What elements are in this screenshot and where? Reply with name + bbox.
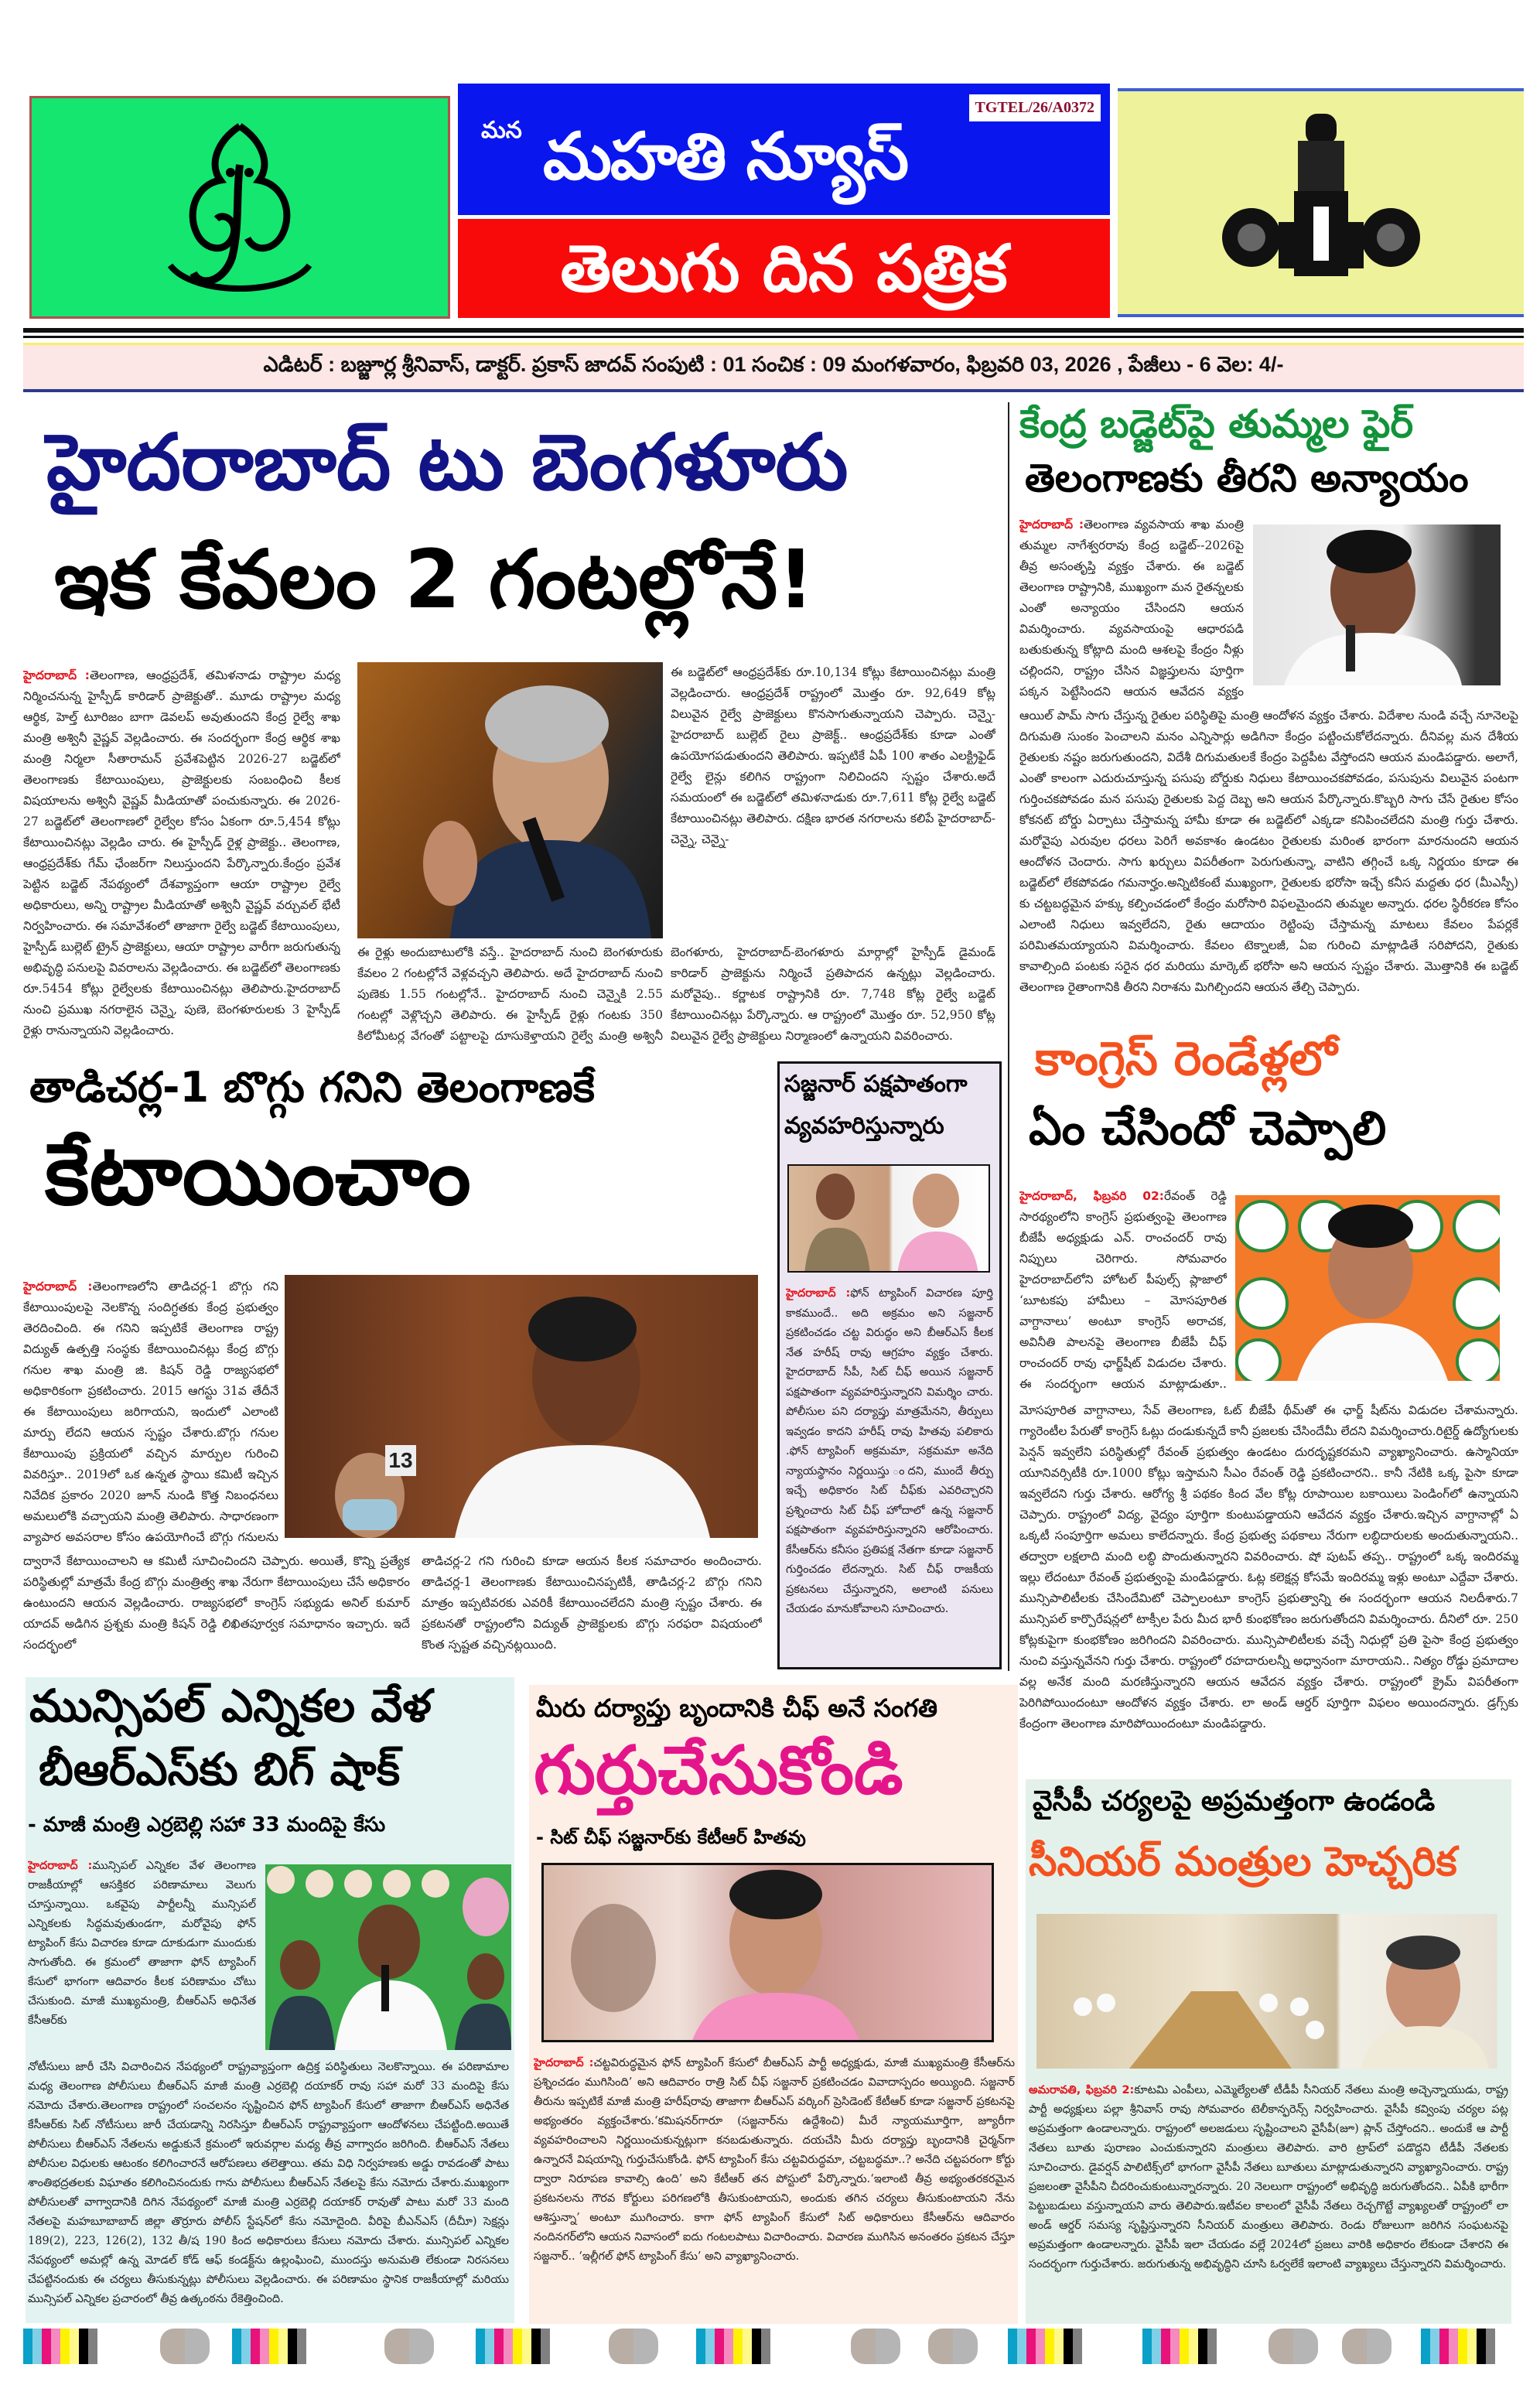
budget-headline-2: తెలంగాణకు తీరని అన్యాయం — [1025, 456, 1469, 501]
grey-registration-patch — [1342, 2329, 1391, 2364]
grey-registration-patch — [609, 2329, 658, 2364]
cmyk-color-bar — [696, 2329, 770, 2364]
tummala-photo — [1253, 524, 1501, 685]
ganesha-emblem-panel — [29, 96, 450, 319]
dateline: హైదరాబాద్ : — [786, 1287, 851, 1300]
dateline: హైదరాబాద్, ఫిబ్రవరి 02: — [1019, 1189, 1164, 1203]
budget-body-full: ఆయిల్ పామ్ సాగు చేస్తున్న రైతుల పరిస్థితిపై మంత్రి ఆందోళన వ్యక్తం చేశారు. విదేశాల నుండి వచ్చే నూనెలపై దిగుమతి సుంకం పెంచాలని మనం ఎన్నిసార్లు అడిగినా కేంద్రం పట్టించుకోలేదన్నారు. దీనివల్ల మన దేశీయ రైతులకు నష్టం జరుగుతుందని, విదేశీ దిగుమతులకే కేంద్రం పెద్దపీట వేస్తోందని ఆయన మండిపడ్డారు. అలాగే, ఎంతో కాలంగా ఎదురుచూస్తున్న పసుపు బోర్డుకు నిధులు కేటాయించకపోవడం, పసుపును విలువైన పంటగా గుర్తించకపోవడం మన పసుపు రైతులకు పెద్ద దెబ్బ అని ఆయన పేర్కొన్నారు.కొబ్బరి సాగు చేసే రైతుల కోసం కోకనట్ బోర్డు ఏర్పాటు చేస్తామన్న హామీ కూడా ఈ బడ్జెట్‌లో ఎక్కడా కనిపించలేదని మంత్రి గుర్తు చేశారు. మరోవైపు ఎరువుల ధరలు పెరిగే అవకాశం ఉండటం రైతులకు మరింత భారంగా మారనుందని ఆయన ఆందోళన చెందారు. సాగు ఖర్చులు విపరీతంగా పెరుగుతున్నా, వాటిని తగ్గించే ఒక్క నిర్ణయం కూడా ఈ బడ్జెట్‌లో లేకపోవడం గమనార్హం.అన్నిటికంటే ముఖ్యంగా, రైతులకు భరోసా ఇచ్చే కనీస మద్దతు ధర (మీఎస్పీ) కు చట్టబద్ధమైన హక్కు కల్పించడంలో కేంద్రం మరోసారి విఫలమైందని తుమ్మల అన్నారు. ధరల స్థిరీకరణ కోసం ఎలాంటి నిధులు ఇవ్వలేదని, రైతు ఆదాయం రెట్టింపు చేస్తామన్న మాటలు కేవలం పేపర్లకే పరిమితమయ్యాయని విమర్శించారు. కేవలం టెక్నాలజీ, ఏఐ గురించి మాట్లాడితే సరిపోదని, రైతుకు కావాల్సింది పంటకు సరైన ధర మరియు మార్కెట్ భరోసా అని ఆయన స్పష్టం చేశారు. మొత్తానికి ఈ బడ్జెట్ తెలంగాణ రైతాంగానికి తీరని నిరాశను మిగిల్చిందని ఆయన తేల్చి చెప్పారు. — [1019, 709, 1518, 994]
masthead-red-band — [458, 219, 1110, 318]
dateline: హైదరాబాద్ : — [1019, 518, 1084, 531]
municipal-headline-1: మున్సిపల్ ఎన్నికల వేళ — [29, 1679, 432, 1732]
ktr-kicker: మీరు దర్యాప్తు బృందానికి చీఫ్ అనే సంగతి — [536, 1693, 938, 1723]
ktr-body — [534, 2054, 1015, 2321]
budget-headline-1: కేంద్ర బడ్జెట్‌పై తుమ్మల ఫైర్ — [1019, 401, 1414, 446]
rail-body-col4: బెంగళూరు, హైదరాబాద్-బెంగళూరు మార్గాల్లో హైస్పీడ్ డైమండ్ కారిడార్ ప్రాజెక్టును నిర్మించే ప్రతిపాదన ఉన్నట్లు వెల్లడించారు. మరోవైపు.. కర్ణాటక రాష్ట్రానికి రూ. 7,748 కోట్ల రైల్వే బడ్జెట్ కేటాయించినట్లు పేర్కొన్నారు. ఆ రాష్ట్రంలో మొత్తం రూ. 52,950 కోట్ల విలువైన రైల్వే ప్రాజెక్టులు నిర్మాణంలో ఉన్నాయని వివరించారు. — [671, 945, 995, 1043]
grey-registration-patch — [1269, 2329, 1318, 2364]
grey-registration-patch — [928, 2329, 978, 2364]
ramchander-rao-photo — [1235, 1195, 1500, 1381]
edition-info-text: ఎడిటర్ : బజ్జూర్ల శ్రీనివాస్, డాక్టర్. ప్రకాస్ జాదవ్ సంపుటి : 01 సంచిక : 09 మంగళవారం, ఫిబ్రవరి 03, 2026 , పేజీలు - 6 వెల: 4/- — [263, 352, 1284, 376]
congress-headline-2: ఏం చేసిందో చెప్పాలి — [1029, 1102, 1387, 1156]
masthead-rule-thin — [23, 336, 1524, 338]
article-text: తెలంగాణలోని తాడిచర్ల-1 బొగ్గు గని కేటాయింపులపై నెలకొన్న సందిగ్ధతకు కేంద్ర ప్రభుత్వం తెరదించింది. ఈ గనిని ఇప్పటికే తెలంగాణ రాష్ట్ర విద్యుత్ ఉత్పత్తి సంస్థకు కేటాయించినట్లు కేంద్ర బొగ్గు గనుల శాఖ మంత్రి జి. కిషన్ రెడ్డి రాజ్యసభలో అధికారికంగా ప్రకటించారు. 2015 ఆగస్టు 31వ తేదీనే ఈ కేటాయింపులు జరిగాయని, ఇందులో ఎలాంటి మార్పు లేదని ఆయన స్పష్టం చేశారు.బొగ్గు గనుల కేటాయింపు ప్రక్రియలో వచ్చిన మార్పుల గురించి వివరిస్తూ.. 2019లో ఒక ఉన్నత స్థాయి కమిటీ ఇచ్చిన నివేదిక ప్రకారం 2020 జూన్ నుండి కొత్త నిబంధనలు అమలులోకి వచ్చాయని మంత్రి తెలిపారు. సాధారణంగా వ్యాపార అవసరాల కోసం ఉపయోగించే బొగ్గు గనులను — [23, 1280, 278, 1544]
municipal-body-full: నోటీసులు జారీ చేసి విచారించిన నేపథ్యంలో రాష్ట్రవ్యాప్తంగా ఉద్రిక్త పరిస్థితులు నెలకొన్నాయి. ఈ పరిణామాల మధ్య తెలంగాణ పోలీసులు బీఆర్ఎస్ మాజీ మంత్రి ఎర్రబెల్లి దయాకర్ రావు సహా మరో 33 మందిపై కేసు నమోదు చేశారు.తెలంగాణ రాష్ట్రంలో సంచలనం సృష్టించిన ఫోన్ ట్యాపింగ్ కేసులో తాజాగా బీఆర్ఎస్ అధినేత కేసీఆర్‌కు సిట్ నోటీసులు జారీ చేయడాన్ని నిరసిస్తూ బీఆర్ఎస్ రాష్ట్రవ్యాప్తంగా ఆందోళనలు చేపట్టింది.అయితే పోలీసులు బీఆర్ఎస్ నేతలను అడ్డుకునే క్రమంలో ఇరువర్గాల మధ్య తీవ్ర వాగ్వాదం జరిగింది. బీఆర్ఎస్ నేతలు పోలీసుల విధులకు ఆటంకం కలిగించారనే ఆరోపణలు తలెత్తాయి. తమ విధి నిర్వహణకు అడ్డు రావడంతో పాటు శాంతిభద్రతలకు విఘాతం కలిగించినందుకు గాను పోలీసులు బీఆర్ఎస్ నేతలపై కేసు నమోదు చేశారు.ముఖ్యంగా పోలీసులతో వాగ్వాదానికి దిగిన నేపథ్యంలో మాజీ మంత్రి ఎర్రబెల్లి దయాకర్ రావుతో పాటు మరో 33 మంది నేతలపై మహబూబాబాద్ జిల్లా తొర్రూరు పోలీస్ స్టేషన్‌లో కేసు నమోదైంది. వీరిపై బీఎన్ఎస్ (దీచీూ) సెక్షన్లు 189(2), 223, 126(2), 132 తీ/ష 190 కింద అధికారులు కేసులు నమోదు చేశారు. మున్సిపల్ ఎన్నికల నేపథ్యంలో అమల్లో ఉన్న మోడల్ కోడ్ ఆఫ్ కండక్ట్‌ను ఉల్లంఘించి, ముందస్తు అనుమతి లేకుండా నిరసనలు చేపట్టినందుకు ఈ చర్యలు తీసుకున్నట్లు పోలీసులు వెల్లడించారు. ఈ పరిణామం స్థానిక రాజకీయాల్లో మరియు మున్సిపల్ ఎన్నికల ప్రచారంలో తీవ్ర ఉత్కంఠను రేకెత్తించింది. — [28, 2061, 509, 2305]
registration-number: TGTEL/26/A0372 — [969, 94, 1101, 121]
ktr-photo — [541, 1863, 994, 2042]
article-text: చట్టవిరుద్ధమైన ఫోన్ ట్యాపింగ్ కేసులో బీఆర్ఎస్ పార్టీ అధ్యక్షుడు, మాజీ ముఖ్యమంత్రి కేసీఆర్‌ను ప్రశ్నించడం ముగిసింది’ అని ఆదివారం రాత్రి సిట్ చీఫ్ సజ్జనార్ ప్రకటించడం వివాదాస్పదం అయ్యింది. సజ్జనార్ తీరును ఇప్పటికే మాజీ మంత్రి హరీష్‌రావు తాజాగా బీఆర్ఎస్ వర్కింగ్ ప్రెసిడెంట్ కేటీఆర్ కూడా సజ్జనార్ ప్రకటనపై అభ్యంతరం వ్యక్తంచేశారు.‘కమిషనర్‌గారూ (సజ్జనార్‌ను ఉద్దేశించి) మీరే న్యాయమూర్తిగా, జ్యూరీగా వ్యవహరించాలని నిర్ణయించుకున్నట్లుగా కనబడుతున్నారు. దయచేసి మీరు దర్యాప్తు బృందానికి చైర్మన్‌గా ఉన్నారనే విషయాన్ని గుర్తుచేసుకోండి. ఫోన్ ట్యాపింగ్ కేసు చట్టవిరుద్ధమా, చట్టబద్ధమా..? అనేది చట్టపరంగా కోర్టు ద్వారా నిరూపణ కావాల్సి ఉంది’ అని కేటీఆర్ తన పోస్టులో పేర్కొన్నారు.‘ఇలాంటి తీవ్ర అభ్యంతరకరమైన ప్రకటనలను గౌరవ కోర్టులు పరిగణలోకి తీసుకుంటాయని, అందుకు తగిన చర్యలు తీసుకుంటాయని నేను ఆశిస్తున్నా’ అంటూ ముగించారు. కాగా ఫోన్ ట్యాపింగ్ కేసులో సిట్ అధికారులు కేసీఆర్‌ను ఆదివారం నందినగర్‌లోని ఆయన నివాసంలో ఐదు గంటలపాటు విచారించారు. విచారణ ముగిసిన అనంతరం ప్రకటన చేస్తూ సజ్జనార్.. ‘ఇల్లీగల్ ఫోన్ ట్యాపింగ్ కేసు’ అని వ్యాఖ్యానించారు. — [534, 2057, 1015, 2263]
rail-body-col2: ఈ రైళ్లు అందుబాటులోకి వస్తే.. హైదరాబాద్ నుంచి బెంగళూరుకు కేవలం 2 గంటల్లోనే వెళ్లవచ్చని తెలిపారు. అదే హైదరాబాద్ నుంచి పుణెకు 1.55 గంటల్లోనే.. హైదరాబాద్ నుంచి చెన్నైకి 2.55 గంటల్లో వెళ్లొచ్చని తెలిపారు. ఈ హైస్పీడ్ రైళ్లు గంటకు 350 కిలోమీటర్ల వేగంతో పట్టాలపై దూసుకెళ్తాయని రైల్వే మంత్రి అశ్వినీ — [357, 945, 663, 1043]
column-divider — [1008, 402, 1009, 1671]
article-text: రేవంత్ రెడ్డి సారథ్యంలోని కాంగ్రెస్ ప్రభుత్వంపై తెలంగాణ బీజేపీ అధ్యక్షుడు ఎన్. రాంచందర్ రావు నిప్పులు చెరిగారు. సోమవారం హైదరాబాద్‌లోని హోటల్ పీపుల్స్ ప్లాజాలో ‘బూటకపు హామీలు – మోసపూరిత వాగ్దానాలు’ అంటూ కాంగ్రెస్ అరాచక, అవినీతి పాలనపై తెలంగాణ బీజేపీ చీఫ్ రాంచందర్ రావు ఛార్జ్‌షీట్ విడుదల చేశారు. ఈ సందర్భంగా ఆయన మాట్లాడుతూ.. — [1019, 1189, 1227, 1391]
rail-headline-2: ఇక కేవలం 2 గంటల్లోనే! — [54, 532, 814, 627]
ganesha-icon — [124, 111, 356, 304]
cmyk-color-bar — [1142, 2329, 1217, 2364]
ap-cabinet-meeting-photo — [1036, 1914, 1497, 2069]
municipal-body-col1 — [28, 1857, 256, 2050]
newspaper-name: మహతి న్యూస్ — [543, 118, 908, 194]
masthead-prefix: మన — [481, 117, 522, 144]
coal-headline-2: కేటాయించాం — [45, 1125, 471, 1224]
temple-deity-icon — [1197, 106, 1445, 299]
article-text: తెలంగాణ వ్యవసాయ శాఖ మంత్రి తుమ్మల నాగేశ్వరరావు కేంద్ర బడ్జెట్--2026పై తీవ్ర అసంతృప్తి వ్యక్తం చేశారు. ఈ బడ్జెట్ తెలంగాణ రాష్ట్రానికి, ముఖ్యంగా మన రైతన్నలకు ఎంతో అన్యాయం చేసిందని ఆయన విమర్శించారు. వ్యవసాయంపై ఆధారపడి బతుకుతున్న కోట్లాది మంది ఆశలపై కేంద్రం నీళ్లు చల్లిందని, రాష్ట్రం చేసిన విజ్ఞప్తులను పూర్తిగా పక్కన పెట్టేసిందని ఆయన ఆవేదన వ్యక్తం — [1019, 518, 1244, 699]
article-text: కూటమి ఎంపీలు, ఎమ్మెల్యేలతో టీడీపీ సీనియర్ నేతలు మంత్రి అచ్చెన్నాయుడు, రాష్ట్ర పార్టీ అధ్యక్షులు పల్లా శ్రీనివాస్ రావు సోమవారం టెలీకాన్ఫరెన్స్ నిర్వహించారు. వైసీపీ కవ్వింపు చర్యల పట్ల అప్రమత్తంగా ఉండాలన్నారు. రాష్ట్రంలో అలజడులు సృష్టించాలని వైసీపీ(జూ) ప్లాన్ చేస్తోందని.. అందుకే ఆ పార్టీ నేతలు బూతు పురాణం ఎంచుకున్నారని మంత్రులు తెలిపారు. వారి ట్రాప్‌లో పడొద్దని టీడీపీ నేతలకు సూచించారు. డైవర్షన్ పాలిటిక్స్‌లో భాగంగా వైసీపీ నేతలు బూతులు మాట్లాడుతున్నారని వ్యాఖ్యానించారు. రాష్ట్ర ప్రజలంతా వైసీపీని చీదరించుకుంటున్నారన్నారు. 20 నెలలుగా రాష్ట్రంలో అభివృద్ధి జరుగుతోందని.. ఏపీకి భారీగా పెట్టుబడులు వస్తున్నాయని వారు తెలిపారు.ఇటీవల కాలంలో వైసీపీ నేతలు రెచ్చగొట్టే వ్యాఖ్యలతో రాష్ట్రంలో లా అండ్ ఆర్డర్ సమస్య సృష్టిస్తున్నారని సీనియర్ మంత్రులు తెలిపారు. రెండు రోజులుగా జరిగిన సంఘటనపై అప్రమత్తంగా ఉండాలన్నారు. వైసీపీ ఇలా చేయడం వల్లే 2024లో ప్రజలు వారికి అధికారం లేకుండా చేశారని ఈ సందర్భంగా గుర్తుచేశారు. జరుగుతున్న అభివృద్ధిని చూసి ఓర్వలేకే ఇలాంటి వ్యాఖ్యలు చేస్తున్నారని విమర్శించారు. — [1029, 2084, 1508, 2271]
coal-body-col2: తాడిచర్ల-2 గని గురించి కూడా ఆయన కీలక సమాచారం అందించారు. తాడిచర్ల-1 తెలంగాణకు కేటాయించినప్పటికీ, తాడిచర్ల-2 బొగ్గు గనిని మాత్రం ఇప్పటివరకు ఎవరికీ కేటాయించలేదని మంత్రి స్పష్టం చేశారు. ఈ ప్రకటనతో రాష్ట్రంలోని విద్యుత్ ప్రాజెక్టులకు బొగ్గు సరఫరా విషయంలో కొంత స్పష్టత వచ్చినట్లయింది. — [422, 1554, 762, 1652]
ktr-subhead: - సిట్ చీఫ్ సజ్జనార్‌కు కేటీఆర్ హితవు — [536, 1826, 806, 1848]
cmyk-color-bar — [1008, 2329, 1082, 2364]
dateline: అమరావతి, ఫిబ్రవరి 2: — [1029, 2084, 1135, 2096]
congress-body-col1 — [1019, 1186, 1227, 1395]
ycp-headline-1: వైసీపీ చర్యలపై అప్రమత్తంగా ఉండండి — [1033, 1785, 1436, 1817]
ycp-body — [1029, 2081, 1508, 2321]
budget-body-col1 — [1019, 514, 1244, 700]
sajjanar-headline-1: సజ్జనార్ పక్షపాతంగా — [784, 1071, 968, 1098]
article-text: మున్సిపల్ ఎన్నికల వేళ తెలంగాణ రాజకీయాల్లో ఆసక్తికర పరిణామాలు వెలుగు చూస్తున్నాయి. ఒకవైపు పార్టీలన్నీ మున్సిపల్ ఎన్నికలకు సిద్ధమవుతుండగా, మరోవైపు ఫోన్ ట్యాపింగ్ కేసు విచారణ కూడా దూకుడుగా ముందుకు సాగుతోంది. ఈ క్రమంలో తాజాగా ఫోన్ ట్యాపింగ్ కేసులో భాగంగా ఆదివారం కీలక పరిణామం చోటు చేసుకుంది. మాజీ ముఖ్యమంత్రి, బీఆర్ఎస్ అధినేత కేసీఆర్‌కు — [28, 1860, 256, 2027]
cmyk-color-bar — [476, 2329, 550, 2364]
dateline: హైదరాబాద్ : — [23, 1280, 93, 1293]
errabelli-photo — [265, 1864, 511, 2050]
railway-minister-photo — [357, 662, 663, 938]
venkateswara-emblem-panel — [1118, 88, 1524, 317]
ycp-headline-2: సీనియర్ మంత్రుల హెచ్చరిక — [1029, 1839, 1457, 1885]
newspaper-subtitle: తెలుగు దిన పత్రిక — [560, 231, 1008, 306]
dateline: హైదరాబాద్ : — [28, 1860, 93, 1872]
cmyk-color-bar — [1421, 2329, 1495, 2364]
cmyk-color-bar — [232, 2329, 306, 2364]
article-text: ఫోన్ ట్యాపింగ్ విచారణ పూర్తి కాకముందే.. అది అక్రమం అని సజ్జనార్ ప్రకటించడం చట్ట విరుద్ధం అని బీఆర్ఎస్ కీలక నేత హరీష్ రావు ఆగ్రహం వ్యక్తం చేశారు. హైదరాబాద్ సీపీ, సిట్ చీఫ్ అయిన సజ్జనార్ పక్షపాతంగా వ్యవహరిస్తున్నారని విమర్శిం చారు. పోలీసుల పని దర్యాప్తు మాత్రమేనని, తీర్పులు ఇవ్వడం కాదని హరీష్ రావు హితవు పలికారు .ఫోన్ ట్యాపింగ్ అక్రమమా, సక్రమమా అనేది న్యాయస్థానం నిర్ణయిస్తు ందని, ముందే తీర్పు ఇచ్చే అధికారం సిట్ చీఫ్‌కు ఎవరిచ్చారని ప్రశ్నించారు సిట్ చీఫ్ హోదాలో ఉన్న సజ్జనార్ పక్షపాతంగా వ్యవహరిస్తున్నారని ఆరోపించారు. కేసీఆర్‌ను కనీసం ప్రతిపక్ష నేతగా కూడా సజ్జనార్ గుర్తించడం లేదన్నారు. సిట్ చీఫ్ రాజకీయ ప్రకటనలు చేస్తున్నారని, అలాంటి పనులు చేయడం మానుకోవాలని సూచించారు. — [786, 1287, 993, 1615]
grey-registration-patch — [160, 2329, 210, 2364]
rail-body-col1 — [23, 665, 340, 1041]
masthead-title-block — [458, 84, 1110, 318]
dateline: హైదరాబాద్ : — [23, 668, 90, 682]
congress-body-full: మోసపూరిత వాగ్దానాలు, సేవ్ తెలంగాణ, ఓట్ బీజేపీ థీమ్‌తో ఈ ఛార్జ్ షీట్‌ను విడుదల చేశామన్నారు. గ్యారెంటీల పేరుతో కాంగ్రెస్ ఓట్లు దండుకున్నదే కానీ ప్రజలకు చేసిందేమీ లేదని విమర్శించారు.రిటైర్డ్ ఉద్యోగులకు పెన్షన్ ఇవ్వలేని పరిస్థితుల్లో రేవంత్ ప్రభుత్వం ఉండటం దురదృష్టకరమని వ్యాఖ్యానించారు. ఉస్మానియా యూనివర్సిటీకి రూ.1000 కోట్లు ఇస్తామని సీఎం రేవంత్ రెడ్డి ప్రకటించారని.. కానీ నేటికి ఒక్క పైసా కూడా ఇవ్వలేదని గుర్తు చేశారు. ఆరోగ్య శ్రీ పథకం కింద వేల కోట్ల రూపాయిల బకాయిలు పెండింగ్‌లో ఉన్నాయని చెప్పారు. రాష్ట్రంలో విద్య, వైద్యం పూర్తిగా కుంటుపడ్డాయని ఆవేదన వ్యక్తం చేశారు.ఇచ్చిన వాగ్దానాల్లో ఏ ఒక్కటీ సంపూర్తిగా అమలు కాలేదన్నారు. కేంద్ర ప్రభుత్వ పథకాలు నేరుగా లబ్ధిదారులకు అందుతున్నాయని.. తద్వారా లక్షలాది మంది లబ్ధి పొందుతున్నారని వివరించారు. షో పుటప్ తప్ప.. రాష్ట్రంలో ఒక్క ఇందిరమ్మ ఇల్లు లేదంటూ రేవంత్ ప్రభుత్వంపై మండిపడ్డారు. ఓట్ల కలెక్షన్ల కోసమే ఇందిరమ్మ ఇళ్లు అంటూ ఎద్దేవా చేశారు. మున్సిపాలిటీలకు చేసిందేమిటో చెప్పాలంటూ కాంగ్రెస్ ప్రభుత్వాన్ని ఈ సందర్భంగా ఆయన నిలదీశారు.7 మున్సిపల్ కార్పొరేషన్లలో టాక్సీల పేరు మీద భారీ కుంభకోణం జరుగుతోందని విమర్శించారు. దీనిలో రూ. 250 కోట్లకుపైగా కుంభకోణం జరిగిందని వివరించారు. మున్సిపాలిటీలకు వచ్చే నిధుల్లో ప్రతి పైసా కేంద్ర ప్రభుత్వం నుంచి వస్తున్నవేనని గుర్తు చేశారు. రాష్ట్రంలో రహదారులన్నీ అధ్వానంగా మారాయని.. నిత్యం రోడ్డు ప్రమాదాల వల్ల అనేక మంది మరణిస్తున్నారని ఆయన ఆవేదన వ్యక్తం చేశారు. రాష్ట్రంలో క్రైమ్ విపరీతంగా పెరిగిపోయిందంటూ ఆందోళన వ్యక్తం చేశారు. లా అండ్ ఆర్డర్ పూర్తిగా విఫలం అయిందన్నారు. డ్రగ్స్‌కు కేంద్రంగా తెలంగాణ మారిపోయిందంటూ మండిపడ్డారు. — [1019, 1403, 1518, 1731]
sajjanar-box — [777, 1061, 1002, 1669]
dateline: హైదరాబాద్ : — [534, 2057, 594, 2069]
kishan-reddy-rajyasabha-photo — [285, 1275, 758, 1538]
sajjanar-headline-2: వ్యవహరిస్తున్నారు — [784, 1112, 944, 1140]
municipal-subhead: - మాజీ మంత్రి ఎర్రబెల్లి సహా 33 మందిపై కేసు — [28, 1813, 386, 1837]
municipal-headline-2: బీఆర్ఎస్‌కు బిగ్ షాక్ — [39, 1743, 401, 1796]
coal-headline-1: తాడిచర్ల-1 బొగ్గు గనిని తెలంగాణకే — [29, 1063, 595, 1112]
grey-registration-patch — [384, 2329, 434, 2364]
seat-number-label: 13 — [385, 1445, 416, 1476]
cmyk-color-bar — [23, 2329, 97, 2364]
article-text: తెలంగాణ, ఆంధ్రప్రదేశ్, తమిళనాడు రాష్ట్రాల మధ్య నిర్మించనున్న హైస్పీడ్ కారిడార్ ప్రాజెక్టుతో.. మూడు రాష్ట్రాల మధ్య ఆర్థిక, హెల్త్ టూరిజం బాగా డెవలప్ అవుతుందని కేంద్ర రైల్వే శాఖ మంత్రి అశ్వినీ వైష్ణవ్ వెల్లడించారు. ఈ సందర్భంగా కేంద్ర ఆర్థిక శాఖ మంత్రి నిర్మలా సీతారామన్ ప్రవేశపెట్టిన 2026-27 బడ్జెట్‌లో తెలంగాణకు కేటాయింపులు, ప్రాజెక్టులకు సంబంధించి కీలక విషయాలను అశ్వినీ వైష్ణవ్ మీడియాతో పంచుకున్నారు. ఈ 2026-27 బడ్జెట్‌లో తెలంగాణలో రైల్వేల కోసం ఏకంగా రూ.5,454 కోట్లు కేటాయించినట్లు వెల్లడిం చారు. ఈ హైస్పీడ్ రైళ్ల ప్రాజెక్టు.. తెలంగాణ, ఆంధ్రప్రదేశ్‌కు గేమ్ ఛేంజర్‌గా నిలుస్తుందని పేర్కొన్నారు.కేంద్రం ప్రవేశ పెట్టిన బడ్జెట్ నేపథ్యంలో దేశవ్యాప్తంగా ఆయా రాష్ట్రాల రైల్వే అధికారులు, అన్ని రాష్ట్రాల మీడియాతో అశ్వినీ వైష్ణవ్ వర్చువల్ భేటీ నిర్వహించారు. ఈ సమావేశంలో తాజాగా రైల్వే బడ్జెట్ కేటాయింపులు, హైస్పీడ్ బుల్లెట్ ట్రైన్ ప్రాజెక్టులు, ఆయా రాష్ట్రాల వారీగా జరుగుతున్న అభివృద్ధి పనులపై వివరాలను వెల్లడించారు. ఈ బడ్జెట్‌లో తెలంగాణకు రూ.5454 కోట్లు రైల్వేలకు కేటాయించినట్లు తెలిపారు.హైదరాబాద్ నుంచి ప్రముఖ నగరాలైన చెన్నై, పుణె, బెంగళూరులకు 3 హైస్పీడ్ రైళ్లు రానున్నాయని వెల్లడించారు. — [23, 668, 340, 1037]
ktr-headline: గుర్తుచేసుకోండి — [534, 1732, 903, 1809]
rail-body-col3: ఈ బడ్జెట్‌లో ఆంధ్రప్రదేశ్‌కు రూ.10,134 కోట్లు కేటాయించినట్లు మంత్రి వెల్లడించారు. ఆంధ్రప్రదేశ్ రాష్ట్రంలో మొత్తం రూ. 92,649 కోట్ల విలువైన రైల్వే ప్రాజెక్టులు కొనసాగుతున్నాయని చెప్పారు. చెన్నై-హైదరాబాద్ బుల్లెట్ రైలు ప్రాజెక్ట్.. ఆంధ్రప్రదేశ్‌కు కూడా ఎంతో ఉపయోగపడుతుందని తెలిపారు. ఇప్పటికే ఏపీ 100 శాతం ఎలక్ట్రిఫైడ్ రైల్వే లైన్లు కలిగిన రాష్ట్రంగా నిలిచిందని స్పష్టం చేశారు.అదే సమయంలో ఈ బడ్జెట్‌లో తమిళనాడుకు రూ.7,611 కోట్ల రైల్వే బడ్జెట్ కేటాయించినట్లు తెలిపారు. దక్షిణ భారత నగరాలను కలిపే హైదరాబాద్-చెన్నై, చెన్నై- — [671, 665, 995, 846]
coal-body-col1 — [23, 1276, 278, 1548]
edition-info-bar — [23, 343, 1524, 389]
congress-headline-1: కాంగ్రెస్ రెండేళ్లలో — [1035, 1032, 1337, 1086]
sajjanar-harish-photo — [787, 1164, 990, 1273]
masthead-blue-band — [458, 84, 1110, 215]
rail-headline-1: హైదరాబాద్ టు బెంగళూరు — [46, 417, 849, 507]
infobar-rule — [23, 389, 1524, 392]
grey-registration-patch — [851, 2329, 900, 2364]
coal-body-col1b: ద్వారానే కేటాయించాలని ఆ కమిటీ సూచించిందని చెప్పారు. అయితే, కొన్ని ప్రత్యేక పరిస్థితుల్లో మాత్రమే కేంద్ర బొగ్గు మంత్రిత్వ శాఖ నేరుగా కేటాయింపులు చేసే అధికారం ఉంటుందని ఆయన వెల్లడించారు. రాజ్యసభలో కాంగ్రెస్ సభ్యుడు అనిల్ కుమార్ యాదవ్ అడిగిన ప్రశ్నకు మంత్రి కిషన్ రెడ్డి లిఖితపూర్వక సమాధానం ఇచ్చారు. ఇదే సందర్భంలో — [23, 1554, 410, 1652]
sajjanar-body — [786, 1284, 993, 1663]
masthead-rule — [23, 328, 1524, 333]
